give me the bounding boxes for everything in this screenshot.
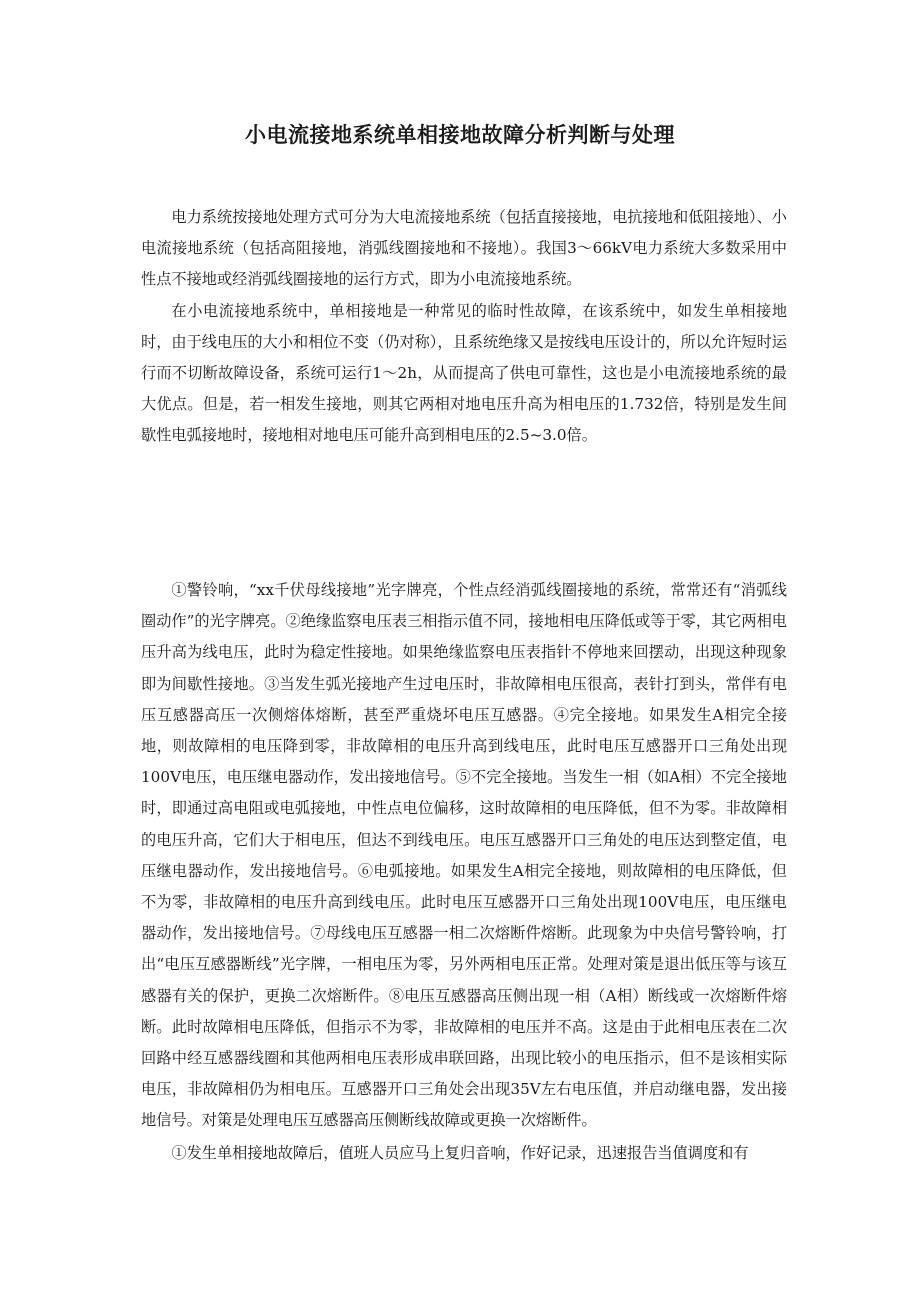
fault-phenomena-section [141, 575, 787, 1137]
fault-phenomena-paragraph: ①警铃响，“xx千伏母线接地”光字牌亮，个性点经消弧线圈接地的系统，常常还有“消弧线圈动作”的光字牌亮。②绝缘监察电压表三相指示值不同，接地相电压降低或等于零，其它两相电压升高为线电压，此时为稳定性接地。如果绝缘监察电压表指针不停地来回摆动，出现这种现象即为间歇性接地。③当发生弧光接地产生过电压时，非故障相电压很高，表针打到头，常伴有电压互感器高压一次侧熔体熔断，甚至严重烧坏电压互感器。④完全接地。如果发生A相完全接地，则故障相的电压降到零，非故障相的电压升高到线电压，此时电压互感器开口三角处出现100V电压，电压继电器动作，发出接地信号。⑤不完全接地。当发生一相（如A相）不完全接地时，即通过高电阻或电弧接地，中性点电位偏移，这时故障相的电压降低，但不为零。非故障相的电压升高，它们大于相电压，但达不到线电压。电压互感器开口三角处的电压达到整定值，电压继电器动作，发出接地信号。⑥电弧接地。如果发生A相完全接地，则故障相的电压降低，但不为零，非故障相的电压升高到线电压。此时电压互感器开口三角处出现100V电压，电压继电器动作，发出接地信号。⑦母线电压互感器一相二次熔断件熔断。此现象为中央信号警铃响，打出“电压互感器断线”光字牌，一相电压为零，另外两相电压正常。处理对策是退出低压等与该互感器有关的保护，更换二次熔断件。⑧电压互感器高压侧出现一相（A相）断线或一次熔断件熔断。此时故障相电压降低，但指示不为零，非故障相的电压并不高。这是由于此相电压表在二次回路中经互感器线圈和其他两相电压表形成串联回路，出现比较小的电压指示，但不是该相实际电压，非故障相仍为相电压。互感器开口三角处会出现35V左右电压值，并启动继电器，发出接地信号。对策是处理电压互感器高压侧断线故障或更换一次熔断件。 [141, 581, 787, 1130]
fault-handling-paragraph: ①发生单相接地故障后，值班人员应马上复归音响，作好记录，迅速报告当值调度和有 [171, 1144, 749, 1162]
intro-section [141, 202, 787, 452]
fault-handling-section [141, 1138, 787, 1169]
intro-paragraph-2: 在小电流接地系统中，单相接地是一种常见的临时性故障，在该系统中，如发生单相接地时，由于线电压的大小和相位不变（仍对称），且系统绝缘又是按线电压设计的，所以允许短时运行而不切断故障设备，系统可运行1～2h，从而提高了供电可靠性，这也是小电流接地系统的最大优点。但是，若一相发生接地，则其它两相对地电压升高为相电压的1.732倍，特别是发生间歇性电弧接地时，接地相对地电压可能升高到相电压的2.5~3.0倍。 [141, 301, 787, 445]
intro-paragraph-1: 电力系统按接地处理方式可分为大电流接地系统（包括直接接地，电抗接地和低阻接地）、小电流接地系统（包括高阻接地，消弧线圈接地和不接地）。我国3～66kV电力系统大多数采用中性点不接地或经消弧线圈接地的运行方式，即为小电流接地系统。 [141, 208, 787, 289]
document-title: 小电流接地系统单相接地故障分析判断与处理 [245, 123, 675, 147]
